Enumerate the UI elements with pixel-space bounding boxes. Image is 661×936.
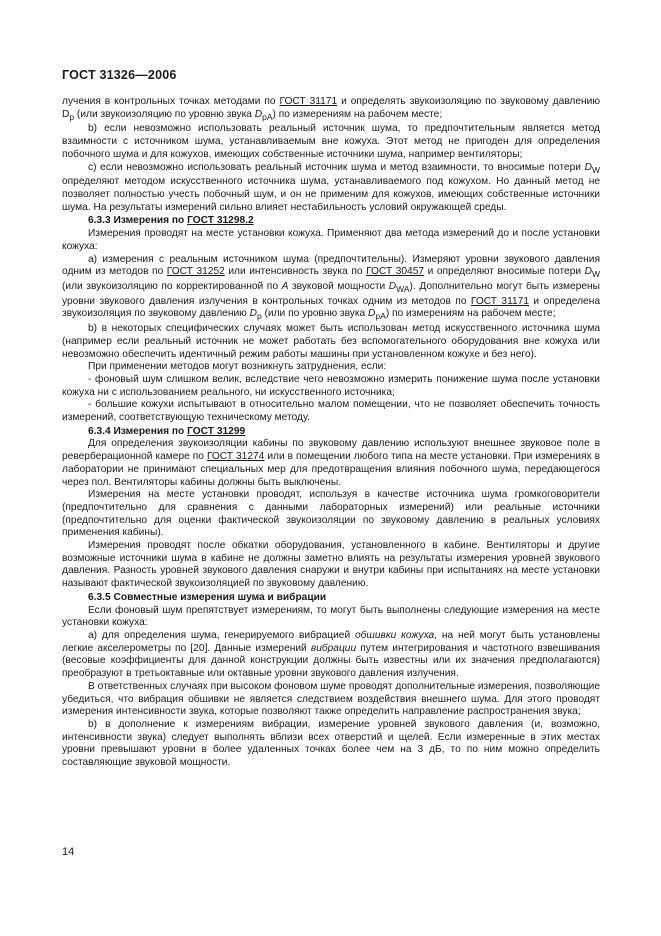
text-run: b) в некоторых специфических случаях может быть использован метод искусственного источника шума (например если реальный источник не может работать без вспомогательного оборудования вне кожуха или невозможно обеспечить идентичный режим работы машины при установленном кожухе и без него).	[62, 323, 600, 360]
section-heading	[62, 426, 600, 439]
paragraph	[62, 228, 600, 253]
section-heading	[62, 592, 600, 605]
standard-reference-link[interactable]: ГОСТ 31298.2	[187, 215, 254, 227]
standard-reference-link[interactable]: ГОСТ 31252	[166, 266, 225, 278]
paragraph	[62, 540, 600, 591]
subscript: WA	[396, 283, 410, 294]
text-run: a) для определения шума, генерируемого вибрацией	[88, 629, 355, 641]
subscript: p	[69, 111, 75, 122]
standard-reference-link[interactable]: ГОСТ 31171	[470, 295, 530, 307]
text-run: - большие кожухи испытывают в относительно малом помещении, что не позволяет обеспечить точность измерений, соответствующую техническому методу.	[62, 399, 600, 424]
text-run: и определяют вносимые потери	[424, 266, 585, 278]
text-run: ) по измерениям на рабочем месте;	[385, 308, 556, 320]
text-run: Измерения проводят на месте установки кожуха. Применяют два метода измерений до и после установки кожуха:	[62, 228, 600, 252]
text-run: - фоновый шум слишком велик, вследствие чего невозможно измерить понижение шума после установки кожуха ни с использованием реального, ни искусственного источника;	[62, 373, 600, 398]
text-run: b) в дополнение к измерениям вибрации, измерение уровней звукового давления (и, возможно, интенсивности звука) следует выполнять вблизи всех отверстий и щелей. Если измеренные в этих местах уровни превышают уровни в более удаленных точках более чем на 3 дБ, то по ним можно определить составляющие звуковой мощности.	[62, 718, 600, 769]
text-run: или интенсивность звука по	[224, 266, 367, 278]
standard-reference-link[interactable]: ГОСТ 31299	[187, 425, 246, 437]
subscript: W	[591, 269, 600, 280]
document-body	[62, 96, 600, 770]
text-run: D	[62, 108, 70, 120]
text-run: (или звукоизоляцию по уровню звука	[74, 108, 255, 120]
paragraph	[62, 681, 600, 719]
italic-text: D	[254, 108, 263, 120]
text-run: или в помещении любого типа на месте установки. При измерениях в лаборатории не принимают специальных мер для предотвращения влияния побочного шума, передающегося через пол. Вентиляторы кабины должны быть выключены.	[62, 451, 600, 488]
standard-reference-link[interactable]: ГОСТ 31274	[206, 451, 265, 463]
subscript: p	[256, 311, 262, 322]
italic-text: вибрации	[310, 642, 357, 654]
text-run: a) измерения с реальным источником шума (предпочтительны). Измеряют уровни звукового давления одним из методов по	[62, 253, 600, 278]
text-run: лучения в контрольных точках методами по	[62, 96, 280, 107]
page-number: 14	[62, 846, 75, 858]
text-run: Для определения звукоизоляции кабины по звуковому давлению используют внешнее звуковое поле в реверберационной камере по	[62, 438, 600, 463]
standard-reference-link[interactable]: ГОСТ 31171	[279, 96, 338, 107]
text-run: и определена звукоизоляция по звуковому давлению	[62, 295, 600, 320]
text-run: Измерения на месте установки проводят, используя в качестве источника шума громкоговорители (предпочтительно для сравнения с данными лабораторных измерений) или реальные источники (предпочтительно для оценки фактической звукоизоляции по звуковому давлению в реальных условиях применения кабины).	[62, 489, 600, 539]
italic-text: А	[281, 280, 289, 292]
text-run: При применении методов могут возникнуть затруднения, если:	[88, 361, 387, 373]
paragraph	[62, 630, 600, 681]
paragraph	[62, 123, 600, 161]
text-run: 6.3.4 Измерения по	[88, 425, 188, 437]
text-run: ) по измерениям на рабочем месте;	[272, 108, 443, 120]
section-heading	[62, 215, 600, 228]
subscript: pA	[262, 111, 273, 122]
italic-text: D	[584, 161, 592, 173]
standard-reference-link[interactable]: ГОСТ 30457	[366, 266, 425, 278]
text-run: , на ней могут быть установлены легкие акселерометры по [20]. Данные измерений	[62, 629, 600, 654]
paragraph	[62, 323, 600, 361]
italic-text: D	[388, 280, 397, 292]
text-run: Если фоновый шум препятствует измерениям, то могут быть выполнены следующие измерения на месте установки кожуха:	[62, 604, 600, 629]
paragraph	[62, 374, 600, 399]
italic-text: D	[249, 308, 257, 320]
paragraph	[62, 605, 600, 630]
paragraph	[62, 719, 600, 770]
text-run: b) если невозможно использовать реальный источник шума, то предпочтительным является метод взаимности с источником шума, устанавливаемым вне кожуха. Этот метод не пригоден для определения побочного шума и для кожухов, имеющих собственные источники шума, например вентиляторы;	[62, 123, 600, 160]
paragraph	[62, 162, 600, 215]
text-run: определяют методом искусственного источника шума, устанавливаемого под кожухом. Но данный метод не позволяет полностью учесть побочный шум, и он не применим для кожухов, имеющих собственные источники шума. На результаты измерений сильно влияет нестабильность условий окружающей среды.	[62, 176, 600, 213]
text-run: (или звукоизоляцию по корректированной по	[62, 280, 282, 292]
text-run: и определять звукоизоляцию по звуковому давлению	[337, 96, 600, 107]
paragraph	[62, 361, 600, 374]
paragraph	[62, 438, 600, 489]
italic-text: обшивки кожуха	[354, 629, 435, 641]
paragraph	[62, 399, 600, 424]
paragraph	[62, 489, 600, 540]
subscript: W	[591, 164, 600, 175]
paragraph	[62, 96, 600, 123]
text-run: 6.3.3 Измерения по	[88, 215, 188, 227]
text-run: ). Дополнительно могут быть измерены уровни звукового давления излучения в контрольных точках одним из методов по	[62, 280, 600, 307]
paragraph	[62, 254, 600, 324]
text-run: Измерения проводят после обкатки оборудования, установленного в кабине. Вентиляторы и другие возможные источники шума в кабине не должны заметно влиять на результаты измерения уровней звукового давления. Разность уровней звукового давления снаружи и внутри кабины при испытаниях на месте установки называют фактической звукоизоляцией по звуковому давлению.	[62, 540, 600, 590]
text-run: 6.3.5 Совместные измерения шума и вибрации	[88, 591, 327, 603]
text-run: (или по уровню звука	[261, 308, 369, 320]
italic-text: D	[584, 266, 592, 278]
text-run: звуковой мощности	[288, 280, 389, 292]
subscript: pA	[375, 311, 386, 322]
text-run: путем интегрирования и частотного взвешивания (весовые коэффициенты для данной конструкции должны быть известны или их значения предполагаются) преобразуют в третьоктавные или октавные уровни звукового давления излучения.	[62, 642, 600, 680]
text-run: В ответственных случаях при высоком фоновом шуме проводят дополнительные измерения, позволяющие убедиться, что вибрация обшивки не является следствием воздействия внешнего шума. Для этого проводят измерения интенсивности звука, которые позволяют также определить направление распространения звука;	[62, 680, 600, 718]
document-header: ГОСТ 31326—2006	[62, 68, 177, 82]
text-run: с) если невозможно использовать реальный источник шума и метод взаимности, то вносимые потери	[88, 161, 585, 173]
italic-text: D	[368, 308, 376, 320]
